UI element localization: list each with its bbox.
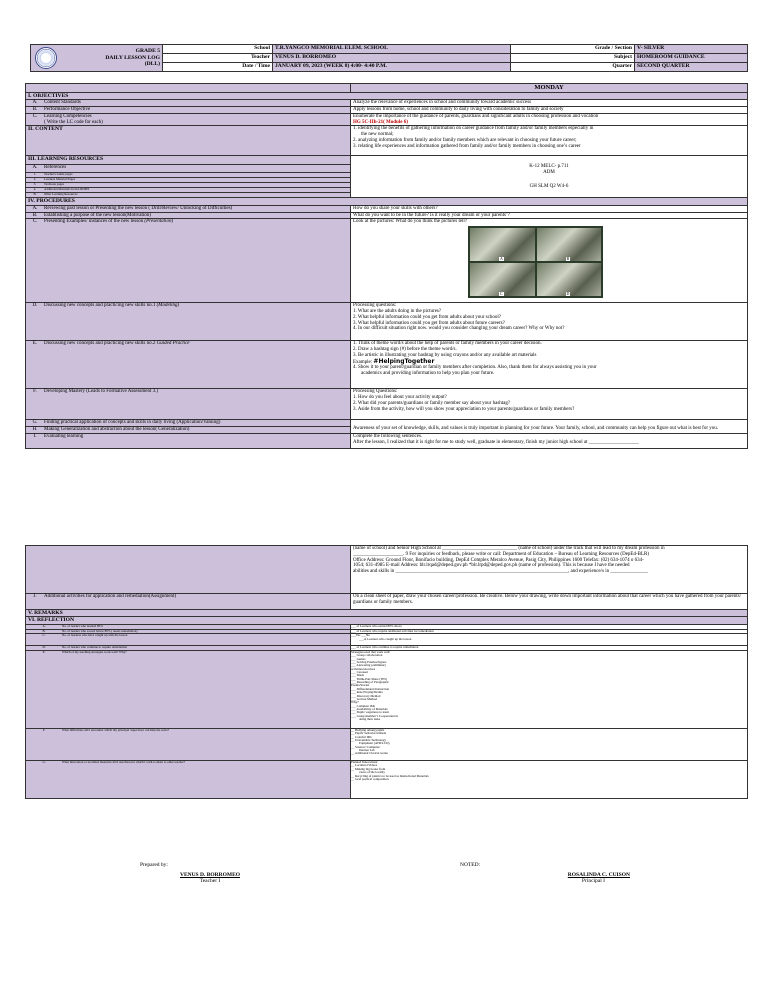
ref-item-2: 2. Learners Material Pages <box>26 177 350 182</box>
refl-d-value: ___ of Learners who continue to require remediation <box>351 646 748 651</box>
day-header: MONDAY <box>351 84 748 93</box>
date-value: JANUARY 09, 2023 (WEEK 8) 4:00- 4:40 P.M. <box>273 63 511 72</box>
proc-b-label: B. Establishing a purpose of the new lesson(Motivation) <box>26 212 351 219</box>
prepared-title: Teacher I <box>199 878 221 884</box>
dll-header <box>30 44 748 72</box>
ref-item-3: 3. Textbook pages <box>26 182 350 187</box>
proc-a-value: How do you share your skills with others? <box>351 205 748 212</box>
proc-e-value: 1. Think of theme word/s about the help of parents or family members in your career decision. 2. Draw a hashtag sign (#) before the theme word/s. 3. Be artistic in illustrating your hashtag by using crayons and/or any available art materials Example: #HelpingTogether 4. Show it to your parent/guardian or family members after completion. Also, thank them for always assisting you in your academics and providing information to help you plan your future. <box>351 341 748 389</box>
proc-h-value: Awareness of your set of knowledge, skills, and values is truly important in planning for your future. Your family, school, and community can help you figure out what is best for you. <box>351 420 748 434</box>
proc-a-label: A. Reviewing past lesson or Presenting the new lesson ( Drill/Review/ Unlocking of Difficulties) <box>26 205 351 212</box>
prepared-name: VENUS D. BORROMEO <box>179 872 241 878</box>
resources-cell <box>26 156 351 198</box>
quarter-value: SECOND QUARTER <box>635 63 748 72</box>
refl-f-value: __ Bullying among pupils __ Pupils’ behavior/attitude __ Colorful IMs __ Unavailable Technology Equipment (AVR/LCD) __ Science/ Computer/ Internet Lab __ Additional Clerical works <box>351 728 748 760</box>
refl-c-value: ___Yes ___No ___of Learners who caught up the lesson <box>351 634 748 646</box>
picture-d: D <box>537 263 602 296</box>
dll-label: (DLL) <box>144 61 160 68</box>
date-label: Date / Time <box>163 63 273 72</box>
refl-b-value: ___ of Learners who require additional activities for remediation <box>351 629 748 634</box>
obj-c-label: C. Learning Competencies ( Write the LC code for each) <box>26 113 351 126</box>
obj-c-value: Enumerate the importance of the guidance of parents, guardians and significant adults in choosing profession and vocation HG 5C-IIh-21( Module 6) <box>351 113 748 126</box>
proc-j-value: On a clean sheet of paper, draw your chosen career/profession. Be creative. Below your drawing, write down important information about that career which you have gathered from your parents/ guardians or family members. <box>351 594 748 610</box>
procedures-title: IV. PROCEDURES <box>26 198 748 205</box>
lc-code: HG 5C-IIh-21( Module 6) <box>353 119 408 125</box>
resources-value: K-12 MELC- p.711 ADM GH SLM Q2 W4-6 <box>351 156 748 198</box>
proc-d-value: Processing questions: 1. What are the adults doing in the pictures? 2. What helpful information could you get from adults about your school? 3. What helpful information could you get from adults about future careers? 4. In our difficult situation right now. would you consider changing your dream career? Why or Why not? <box>351 303 748 341</box>
school-label: School <box>163 45 273 54</box>
prepared-label: Prepared by: <box>140 862 168 868</box>
presentation-pictures <box>468 226 603 298</box>
prepared-by-block <box>140 862 280 884</box>
proc-d-label: D. Discussing new concepts and practicing new skills no.1 (Modeling) <box>26 303 351 341</box>
refl-f-label: F. What difficulties did I encounter which my principal /supervisor can help me solve? <box>26 728 351 760</box>
obj-a-value: Analyze the relevance of experiences in school and community toward academic success <box>351 100 748 107</box>
grade-section-value: V- SILVER <box>635 45 748 54</box>
proc-b-value: What do you want to be in the future? Is it really your dream or your parents’? <box>351 212 748 219</box>
resources-title: III. LEARNING RESOURCES <box>28 156 104 163</box>
remarks-title: V. REMARKS <box>26 610 748 617</box>
ref-item-1: 1. Teacher's Guide pages <box>26 172 350 177</box>
proc-gh-label <box>26 420 351 434</box>
references-label: A. References <box>26 164 350 172</box>
subject-label: Subject <box>511 54 635 63</box>
obj-b-label: B. Performance Objective <box>26 107 351 114</box>
lesson-table-page1 <box>25 83 748 449</box>
quarter-label: Quarter <box>511 63 635 72</box>
proc-f-value: Processing Questions: 1. How do you feel about your activity output? 2. What did your parents/guardians or family member say about your hashtag? 3. Aside from the activity, how will you show your appreciation to your parents/guardians or family members? <box>351 389 748 420</box>
proc-g-label: G. Finding practical application of concepts and skills in daily living (Application/Valuing) <box>32 420 221 426</box>
proc-j-label: J. Additional activities for application and remediation(Assignment) <box>26 594 351 610</box>
hashtag-example: #HelpingTogether <box>373 357 435 365</box>
proc-i-label: I. Evaluating learning <box>26 433 351 448</box>
refl-d-label: D. No. of learner who continue to require remediation <box>26 646 351 651</box>
content-value: 1. identifying the benefits of gathering information on career guidance from family and/or family members especially in the new normal; 2. analyzing information from family and/or family members which are relevant in choosing your future career; 3. relating life experiences and information gathered from family and/or family members in choosing one’s career <box>351 126 748 156</box>
header-title-cell <box>31 45 163 72</box>
proc-i-value: Complete the following sentences. After the lesson, I realized that it is right for me to study well, graduate in elementary, finish my junior high school at ____________________ <box>351 433 748 448</box>
refl-b-label: B. No. of learner who scored below 80% ( needs remediation) <box>26 629 351 634</box>
refl-e-value: Strategies used that work well: ___ Group collaboration ___ Games ___ Solving Puzzles/Jigsaw ___ Answering preliminary activities/exercises ___ Carousel ___ Diads ___ Think-Pair-Share (TPS) ___ Rereading of Paragraphs/ Poems/Stories ___ Differentiated Instruction ___ Role Playing/Drama ___ Discovery Method ___ Lecture Method Why? ___ Complete IMs ___ Availability of Materials ___ Pupils’ eagerness to learn ___ Group member’s Cooperation in doing their tasks <box>351 650 748 728</box>
reflection-title: VI. REFLECTION <box>26 617 748 624</box>
proc-c-label: C. Presenting Examples/ instances of the new lesson (Presentation) <box>26 219 351 303</box>
picture-c: C <box>470 263 535 296</box>
subject-value: HOMEROOM GUIDANCE <box>635 54 748 63</box>
teacher-value: VENUS D. BORROMEO <box>273 54 511 63</box>
refl-c-label: C. No. of learners who have caught up with the lesson <box>26 634 351 646</box>
grade-section-label: Grade / Section <box>511 45 635 54</box>
ref-item-4: 4. Additional Materials from LRDMS <box>26 187 350 192</box>
refl-a-label: A. No. of learner who learned 80% <box>26 624 351 629</box>
proc-f-label: F. Developing Mastery (Leads to Formative Assessment 3.) <box>26 389 351 420</box>
picture-a: A <box>470 228 535 261</box>
picture-b: B <box>537 228 602 261</box>
grade-label: GRADE 5 <box>135 48 160 55</box>
noted-label: NOTED: <box>460 862 481 868</box>
noted-title: Principal I <box>581 878 605 884</box>
proc-e-label: E. Discussing new concepts and practicing new skills no.2 Guided Practice <box>26 341 351 389</box>
refl-a-value: ___ of Learners who earned 80% above <box>351 624 748 629</box>
proc-c-value: Look at the pictures: What do you think the pictures tell? A B C D <box>351 219 748 303</box>
school-value: T.R.YANGCO MEMORIAL ELEM. SCHOOL <box>273 45 511 54</box>
obj-b-value: Apply lessons from home, school and community to daily living with consideration to family and society <box>351 107 748 114</box>
objectives-title: I. OBJECTIVES <box>26 93 748 100</box>
obj-a-label: A. Content Standards <box>26 100 351 107</box>
noted-name: ROSALINDA C. CUISON <box>567 872 630 878</box>
proc-h-label: H. Making Generalization and abstraction about the lesson( Generalization) <box>26 426 350 433</box>
refl-e-label: E. Which of my teaching strategies work well? Why? <box>26 650 351 728</box>
log-title: DAILY LESSON LOG <box>105 54 160 61</box>
other-resources-label: B. Other Learning Resources <box>26 192 350 197</box>
refl-g-value: Planned Innovations: __ Localized Videos __ Making big books from views of the locality __ Recycling of plastics to be used as Instructional Materials __ local poetical composition <box>351 760 748 798</box>
evaluation-continued: (name of school) and Senior High School at ______________________________ (name of school) under the track that will lead to my dream profession in ____________________. 9 For inquiries or feedback, please write or call: Department of Education – Bureau of Learning Resources (DepEd-BLR) Office Address: Ground Floor, Bonifacio building, DepEd Complex Meralco Avenue, Pasig City, Philippines 1600 Telefax: (02) 634-1074 o 634- 1054; 631-4985 E-mail Address: blr.lrqad@deped.gov.ph *blr.lrpd@deped.gov.ph (name of profession). This is because I have the needed abilities and skills in _____________________________________________________________________, and experience/s in _______________ <box>351 546 748 594</box>
teacher-label: Teacher <box>163 54 273 63</box>
content-title: II. CONTENT <box>26 126 351 156</box>
refl-g-label: G. What innovation or localized materials did I use/discover which I wish to share to other teacher? <box>26 760 351 798</box>
lesson-table-page2 <box>25 545 748 799</box>
deped-seal-icon <box>35 47 57 69</box>
noted-by-block <box>460 862 660 884</box>
